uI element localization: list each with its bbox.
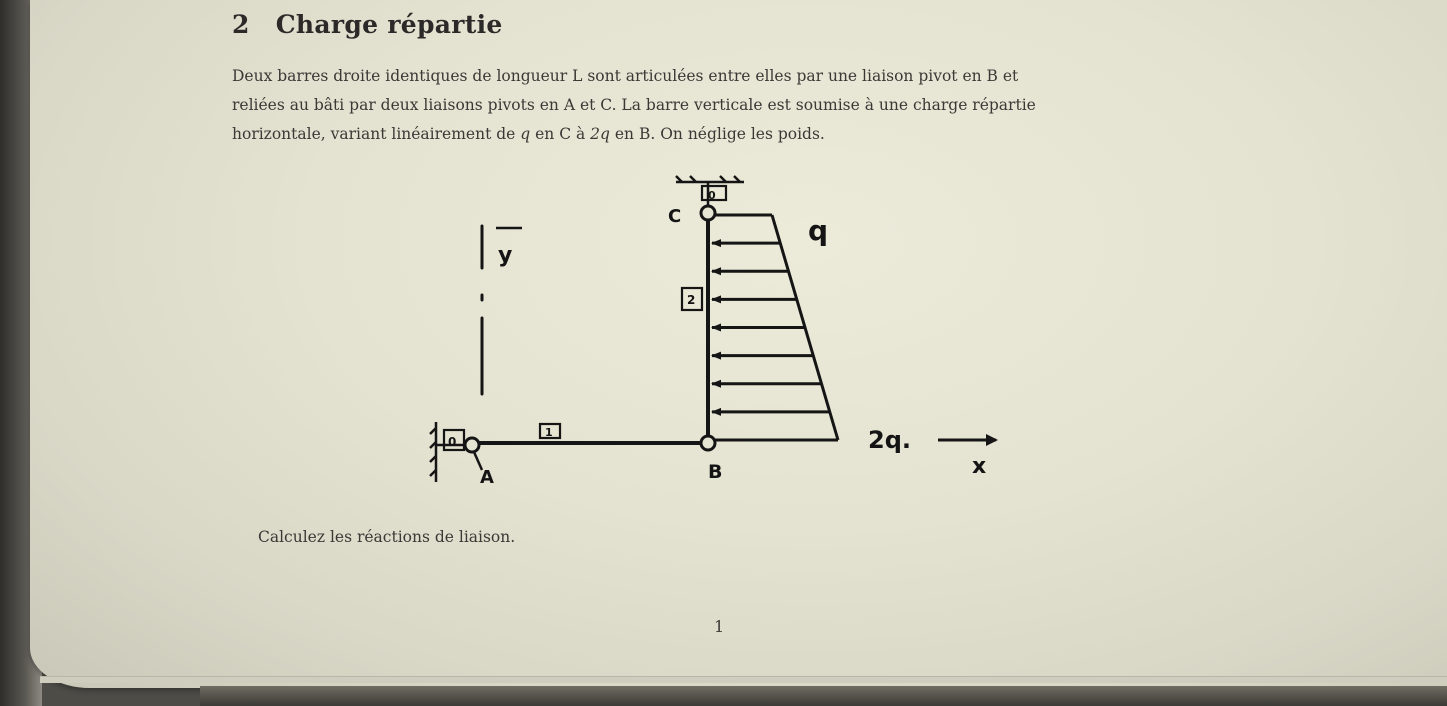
problem-line-3-mid: en C à [530, 125, 591, 143]
section-number: 2 [232, 10, 250, 39]
load-arrow-head [711, 408, 721, 416]
load-label-top: q [808, 214, 829, 247]
section-title: Charge répartie [275, 10, 503, 39]
pivot-a [465, 438, 479, 452]
load-arrow-head [711, 267, 721, 275]
load-arrow-head [711, 352, 721, 360]
pivot-b [701, 436, 715, 450]
label-b: B [708, 461, 723, 483]
load-arrow-head [711, 324, 721, 332]
load-arrow-head [711, 380, 721, 388]
load-arrows [711, 239, 830, 416]
symbol-2q: 2q [590, 125, 610, 143]
symbol-q: q [520, 125, 531, 143]
x-axis-arrow [938, 434, 998, 446]
problem-line-3-end: en B. On néglige les poids. [609, 125, 825, 143]
label-c: C [668, 206, 682, 227]
bar-2-tag: 2 [687, 293, 696, 307]
support-a-tag: 0 [448, 435, 457, 449]
page-number: 1 [714, 617, 725, 636]
load-arrow-head [711, 295, 721, 303]
question: Calculez les réactions de liaison. [258, 528, 516, 546]
problem-line-1: Deux barres droite identiques de longueur L sont articulées entre elles par une liaison pivot en B et [232, 67, 1019, 85]
support-c-tag: 0 [708, 189, 716, 202]
x-axis-letter: x [972, 454, 987, 479]
bar-1-tag: 1 [545, 426, 553, 439]
pivot-c [701, 206, 715, 220]
load-arrow-head [711, 239, 721, 247]
y-axis-label [496, 228, 522, 268]
support-a [430, 422, 468, 482]
label-a: A [480, 467, 494, 488]
problem-line-3-start: horizontale, variant linéairement de [232, 125, 521, 143]
y-axis-letter: y [498, 243, 513, 268]
load-label-bottom: 2q. [868, 426, 911, 454]
problem-line-2: reliées au bâti par deux liaisons pivots en A et C. La barre verticale est soumise à une charge répartie [232, 96, 1036, 114]
